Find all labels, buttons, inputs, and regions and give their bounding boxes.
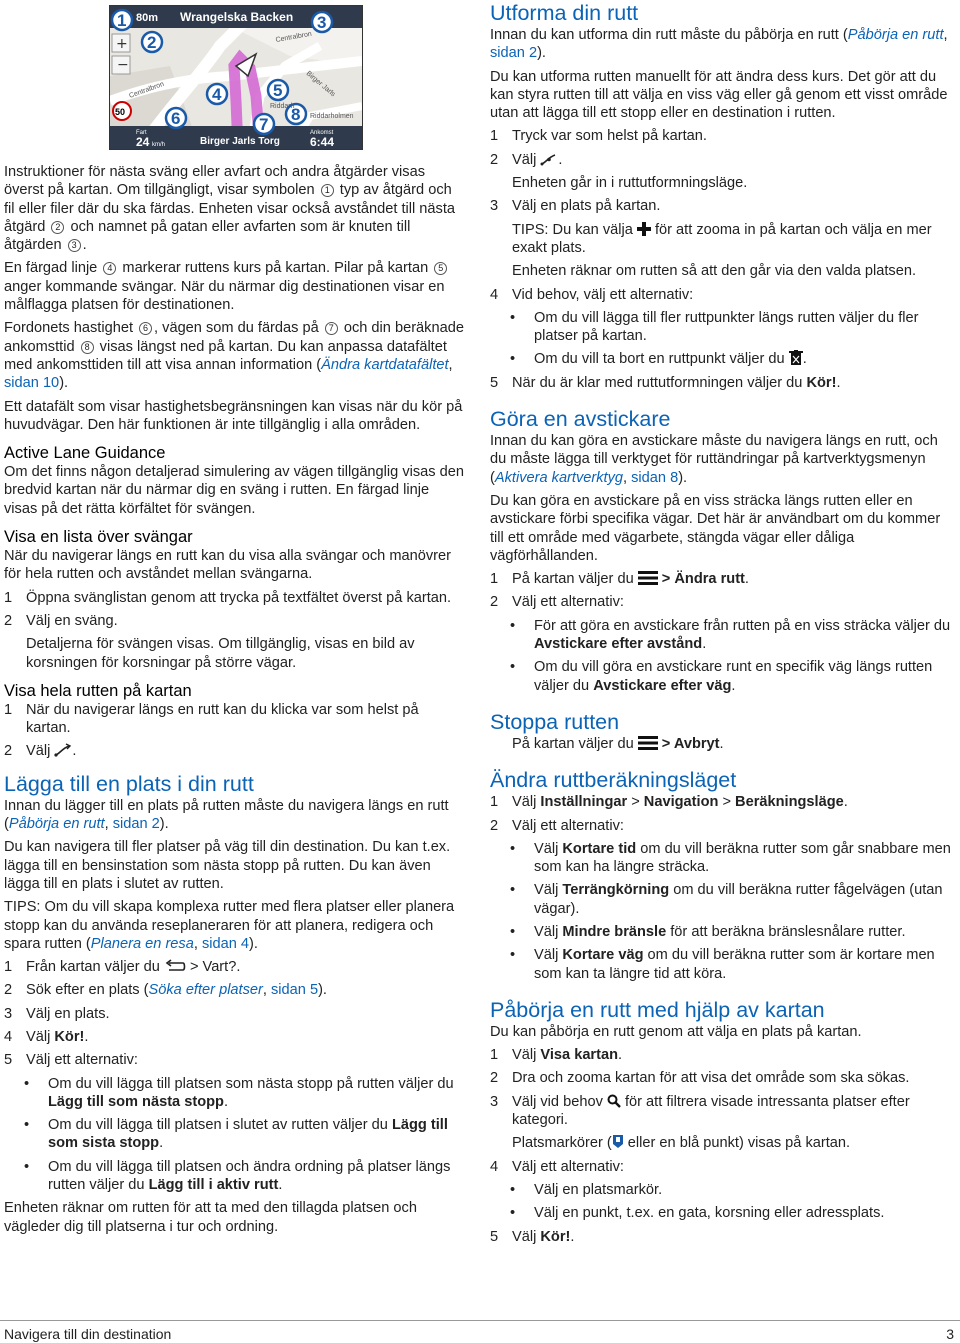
link-sidan-10[interactable]: sidan 10 [4,375,60,392]
link-aktivera-kartverktyg[interactable]: Aktivera kartverktyg [494,469,624,486]
shape-step-3-note: Enheten räknar om rutten så att den går via den valda platsen. [512,263,917,280]
link-soka-efter-platser[interactable]: Söka efter platser [148,982,263,999]
map-speed-unit: km/h [152,142,166,148]
map-speed-limit: 50 [115,107,126,117]
whole-route-step-1: 1 När du navigerar längs en rutt kan du klicka var som helst på kartan. [4,701,419,737]
menu-icon [638,571,658,585]
turn-list-step-2: 2 Välj en sväng. [4,612,118,629]
add-end-paragraph: Enheten räknar om rutten för att ta med den tillagda platsen och vägleder dig till platserna i tur och ordning. [4,1200,417,1235]
mode-bullet-4: • Välj Kortare väg om du vill beräkna rutter som är kortare men som kan ta längre tid att köra. [510,947,935,982]
heading-add-location: Lägga till en plats i din rutt [4,771,254,796]
add-step-4: 4 Välj Kör!. [4,1028,89,1045]
mode-bullet-2: • Välj Terrängkörning om du vill beräkna rutter fågelvägen (utan vägar). [510,882,943,917]
search-icon [607,1094,621,1108]
turn-list-note: Detaljerna för svängen visas. Om tillgänglig, visas en bild av korsningen för korsningar på större vägar. [26,636,415,671]
start-bullet-2: • Välj en punkt, t.ex. en gata, korsning eller adressplats. [510,1205,885,1222]
map-street-label-2: Riddarholmen [310,113,354,120]
add-tips: TIPS: Om du vill skapa komplexa rutter med flera platser eller planera stopp kan du använda reseplaneraren för att planera, redigera och spara rutten (Planera en resa, sidan 4). [4,899,455,952]
map-street-label-1: Riddarh [270,103,295,110]
start-step-1: 1 Välj Visa kartan. [490,1047,623,1064]
link-sidan-8[interactable]: sidan 8 [631,469,679,486]
shape-bullet-2: • Om du vill ta bort en ruttpunkt väljer du . [510,351,807,368]
link-paborja-en-rutt-2[interactable]: Påbörja en rutt [847,27,944,43]
heading-whole-route: Visa hela rutten på kartan [4,681,192,700]
callout-2: 2 [147,33,157,52]
map-road: Birger Jarls Torg [200,136,280,147]
add-paragraph-1: Innan du lägger till en plats på rutten måste du navigera längs en rutt (Påbörja en rutt, sidan 2). [4,797,449,833]
heading-shape-route: Utforma din rutt [490,1,639,25]
mode-step-1: 1 Välj Inställningar > Navigation > Beräkningsläge. [490,794,848,811]
speed-limit-paragraph: Ett datafält som visar hastighetsbegränsningen kan visas när du kör på huvudvägar. Den här funktionen är inte tillgänglig i alla områden. [4,398,463,433]
left-column [4,0,466,1236]
whole-route-step-2: 2 Välj . [4,743,77,760]
back-icon [164,959,186,973]
footer-section-title: Navigera till din destination [4,1326,172,1342]
callout-6: 6 [171,109,181,128]
map-street-label-0: Centralbron [128,80,166,100]
map-speed-label: Fart [136,130,147,136]
add-step-1: 1 Från kartan väljer du > Vart?. [4,959,241,976]
shape-paragraph-1: Innan du kan utforma din rutt måste du påbörja en rutt (Påbörja en rutt, sidan 2). [490,27,948,62]
add-step-3: 3 Välj en plats. [4,1005,110,1022]
trash-icon [789,350,803,365]
stop-paragraph: På kartan väljer du > Avbryt. [512,735,724,752]
detour-paragraph-2: Du kan göra en avstickare på en viss sträcka längs rutten eller en avstickare förbi specifika vägar. Det här är användbart om du kommer till ett område med vägarbete, stängda vägar eller dåliga vägförhållanden. [490,492,941,564]
turn-list-paragraph: När du navigerar längs en rutt kan du visa alla svängar och manövrer för hela rutten och avståndet mellan svängarna. [4,548,451,583]
svg-text:+: + [116,36,128,52]
link-sidan-4[interactable]: sidan 4 [201,935,250,952]
shape-step-1: 1 Tryck var som helst på kartan. [490,128,707,145]
detour-step-1: 1 På kartan väljer du > Ändra rutt. [490,571,749,588]
link-paborja-en-rutt[interactable]: Påbörja en rutt [8,816,105,833]
link-sidan-5[interactable]: sidan 5 [271,982,319,999]
start-bullet-1: • Välj en platsmarkör. [510,1181,663,1198]
map-distance: 80m [136,12,159,24]
add-step-2: 2 Sök efter en plats (Söka efter platser, sidan 5). [4,982,327,999]
map-street-top: Wrangelska Backen [180,10,294,24]
alg-paragraph: Om det finns någon detaljerad simulering av vägen tillgänglig visas den bredvid kartan när du närmar dig en sväng i rutten. En färgad linje visas på det rätta körfältet för svängen. [4,464,464,517]
link-sidan-2[interactable]: sidan 2 [112,816,160,833]
start-step-3: 3 Välj vid behov för att filtrera visade intressanta platser efter kategori. [490,1093,910,1129]
detour-step-2: 2 Välj ett alternativ: [490,594,624,611]
right-column [490,0,956,1246]
shape-step-4: 4 Vid behov, välj ett alternativ: [490,286,694,303]
add-paragraph-2: Du kan navigera till fler platser på väg till din destination. Du kan t.ex. lägga till en bensinstation som nästa stopp på rutten. Du kan även lägga till en plats i slutet av rutten. [4,839,451,892]
detour-paragraph-1: Innan du kan göra en avstickare måste du navigera längs en rutt, och du måste lägga till verktyget för ruttändringar på kartverktygsmenyn (Aktivera kartverktyg, sidan 8). [490,433,938,486]
mode-bullet-1: • Välj Kortare tid om du vill beräkna rutter som går snabbare men som kan ha längre sträcka. [510,840,951,876]
shape-paragraph-2: Du kan utforma rutten manuellt för att ändra dess kurs. Det gör att du kan styra rutten till att välja en viss väg eller gå genom ett visst område utan att lägga till ett stopp eller en destination i rutten. [490,68,948,122]
mode-step-2: 2 Välj ett alternativ: [490,817,624,834]
callout-1: 1 [117,11,127,30]
page-number: 3 [946,1326,954,1342]
zoom-plus-icon [637,222,651,236]
map-arrival: 6:44 [310,135,335,149]
add-step-5: 5 Välj ett alternativ: [4,1052,138,1069]
start-paragraph: Du kan påbörja en rutt genom att välja en plats på kartan. [490,1023,862,1040]
add-bullet-1: • Om du vill lägga till platsen som nästa stopp på rutten väljer du Lägg till som nästa stopp. [24,1075,454,1110]
shape-step-2-note: Enheten går in i ruttutformningsläge. [512,175,748,192]
shape-step-5: 5 När du är klar med ruttutformningen väljer du Kör!. [490,374,841,391]
menu-icon [638,736,658,750]
heading-active-lane-guidance: Active Lane Guidance [4,444,166,463]
mode-bullet-3: • Välj Mindre bränsle för att beräkna bränslesnålare rutter. [510,923,906,940]
shape-route-icon [540,152,558,166]
shape-step-3: 3 Välj en plats på kartan. [490,198,661,215]
link-andra-kartdatafaltet[interactable]: Ändra kartdatafältet [321,356,449,373]
svg-text:−: − [117,57,129,73]
detour-bullet-1: • För att göra en avstickare från rutten på en viss sträcka väljer du Avstickare efter avstånd. [510,617,951,653]
shape-tips: TIPS: Du kan välja för att zooma in på kartan och välja en mer exakt plats. [512,221,932,256]
heading-calc-mode: Ändra ruttberäkningsläget [490,768,737,793]
callout-8: 8 [291,105,301,124]
heading-stop-route: Stoppa rutten [490,709,620,734]
link-planera-en-resa[interactable]: Planera en resa [90,935,194,952]
callout-3: 3 [317,13,327,32]
location-marker-icon [612,1134,624,1149]
route-shape-icon [54,743,72,757]
start-step-5: 5 Välj Kör!. [490,1228,575,1245]
map-speed-value: 24 [136,135,150,149]
start-note: Platsmarkörer ( eller en blå punkt) visas på kartan. [512,1135,851,1152]
shape-bullet-1: • Om du vill lägga till fler ruttpunkter längs rutten väljer du fler platser på kartan. [510,309,919,345]
map-arrival-label: Ankomst [310,130,334,136]
map-street-label-3: Centralbron [275,30,313,44]
callout-4: 4 [212,85,222,104]
shape-step-2: 2 Välj . [490,151,563,168]
speed-paragraph: Fordonets hastighet 6 , vägen som du färdas på 7 och din beräknade ankomsttid 8 visas längst ned på kartan. Du kan anpassa datafältet med ankomsttiden till att visa annan information (Ändra kartdatafältet, sidan 10). [4,320,464,392]
start-step-2: 2 Dra och zooma kartan för att visa det område som ska sökas. [490,1070,910,1087]
page-footer [0,1320,960,1342]
heading-start-from-map: Påbörja en rutt med hjälp av kartan [490,997,825,1022]
heading-turn-list: Visa en lista över svängar [4,528,193,547]
route-line-paragraph: En färgad linje 4 markerar ruttens kurs på kartan. Pilar på kartan 5 anger kommande svängar. När du närmar dig destinationen visar en målflagga platsen för destinationen. [4,259,466,314]
detour-bullet-2: • Om du vill göra en avstickare runt en specifik väg längs rutten väljer du Avstickare efter väg. [510,659,933,694]
map-street-label-4: Birger Jarls [304,70,337,99]
start-step-4: 4 Välj ett alternativ: [490,1158,624,1175]
heading-detour: Göra en avstickare [490,407,671,432]
callout-5: 5 [273,81,283,100]
turn-list-step-1: 1 Öppna svänglistan genom att trycka på textfältet överst på kartan. [4,589,452,606]
link-sidan-2b[interactable]: sidan 2 [490,45,538,62]
add-bullet-3: • Om du vill lägga till platsen och ändra ordning på platser längs rutten väljer du Lägg till i aktiv rutt. [24,1158,451,1194]
map-intro-paragraph: Instruktioner för nästa sväng eller avfart och andra åtgärder visas överst på kartan. Om tillgängligt, visar symbolen 1 typ av åtgärd och fil eller filer där du ska färdas. Enheten visar också avståndet till nästa åtgärd 2 och namnet på gatan eller avfarten som är knuten till åtgärden 3 . [4,164,456,254]
callout-7: 7 [259,115,269,134]
add-bullet-2: • Om du vill lägga till platsen i slutet av rutten väljer du Lägg till som sista stopp. [24,1117,448,1152]
